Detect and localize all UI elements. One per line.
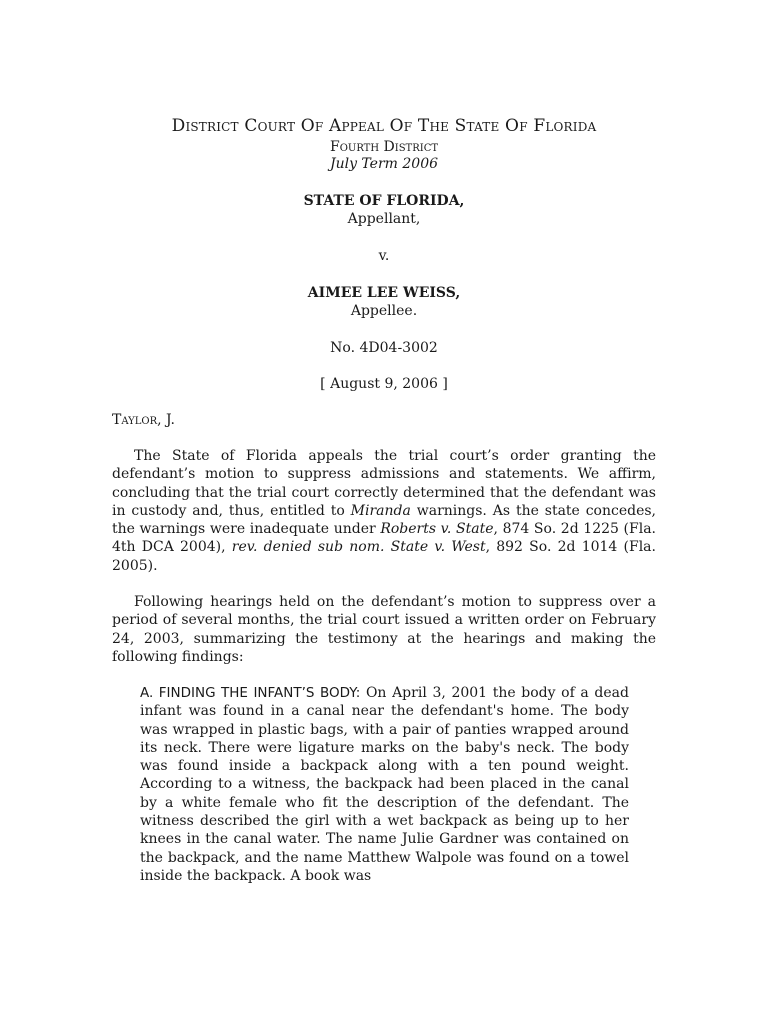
case-term-miranda: Miranda: [350, 502, 411, 519]
court-term: July Term 2006: [329, 156, 439, 172]
docket-number: No. 4D04-3002: [330, 340, 438, 356]
appellee-role: Appellee.: [350, 303, 418, 319]
appellee-name: AIMEE LEE WEISS,: [307, 285, 461, 301]
court-name: District Court Of Appeal Of The State Of Florida: [171, 116, 597, 136]
opinion-paragraph-2: Following hearings held on the defendant’s motion to suppress over a period of several months, the trial court issued a written order on February 24, 2003, summarizing the testimony at the hearings and making the following findings:: [112, 594, 656, 665]
para1-text-1: The State of Florida appeals the trial court’s order granting the defendant’s motion to suppress admissions and statements. We affirm, concluding that the trial court correctly determined that the defendant was in custody and, thus, entitled to: [112, 448, 656, 519]
opinion-paragraph-1: [112, 447, 656, 575]
decision-date: [ August 9, 2006 ]: [320, 376, 448, 392]
case-citation-west: rev. denied sub nom. State v. West: [231, 539, 486, 556]
para1-text-3: , 874 So. 2d 1225 (Fla. 4th DCA 2004),: [112, 521, 657, 556]
finding-heading: A. FINDING THE INFANT’S BODY:: [140, 685, 361, 701]
case-citation-roberts: Roberts v. State: [380, 521, 494, 538]
para1-text-2: warnings. As the state concedes, the warnings were inadequate under: [112, 502, 657, 538]
finding-text: On April 3, 2001 the body of a dead infant was found in a canal near the defendant's home. The body was wrapped in plastic bags, with a pair of panties wrapped around its neck. There were ligature marks on the baby's neck. The body was found inside a backpack along with a ten pound weight. According to a witness, the backpack had been placed in the canal by a white female who fit the description of the defendant. The witness described the girl with a wet backpack as being up to her knees in the canal water. The name Julie Gardner was contained on the backpack, and the name Matthew Walpole was found on a towel inside the backpack. A book was: [140, 685, 629, 884]
versus: v.: [378, 248, 390, 264]
block-quote-finding: [140, 684, 629, 885]
judge-name: Taylor, J.: [112, 412, 175, 428]
appellant-role: Appellant,: [347, 211, 421, 227]
district-name: Fourth District: [329, 139, 439, 155]
appellant-name: STATE OF FLORIDA,: [303, 193, 465, 209]
para1-text-4: , 892 So. 2d 1014 (Fla. 2005).: [112, 539, 656, 574]
